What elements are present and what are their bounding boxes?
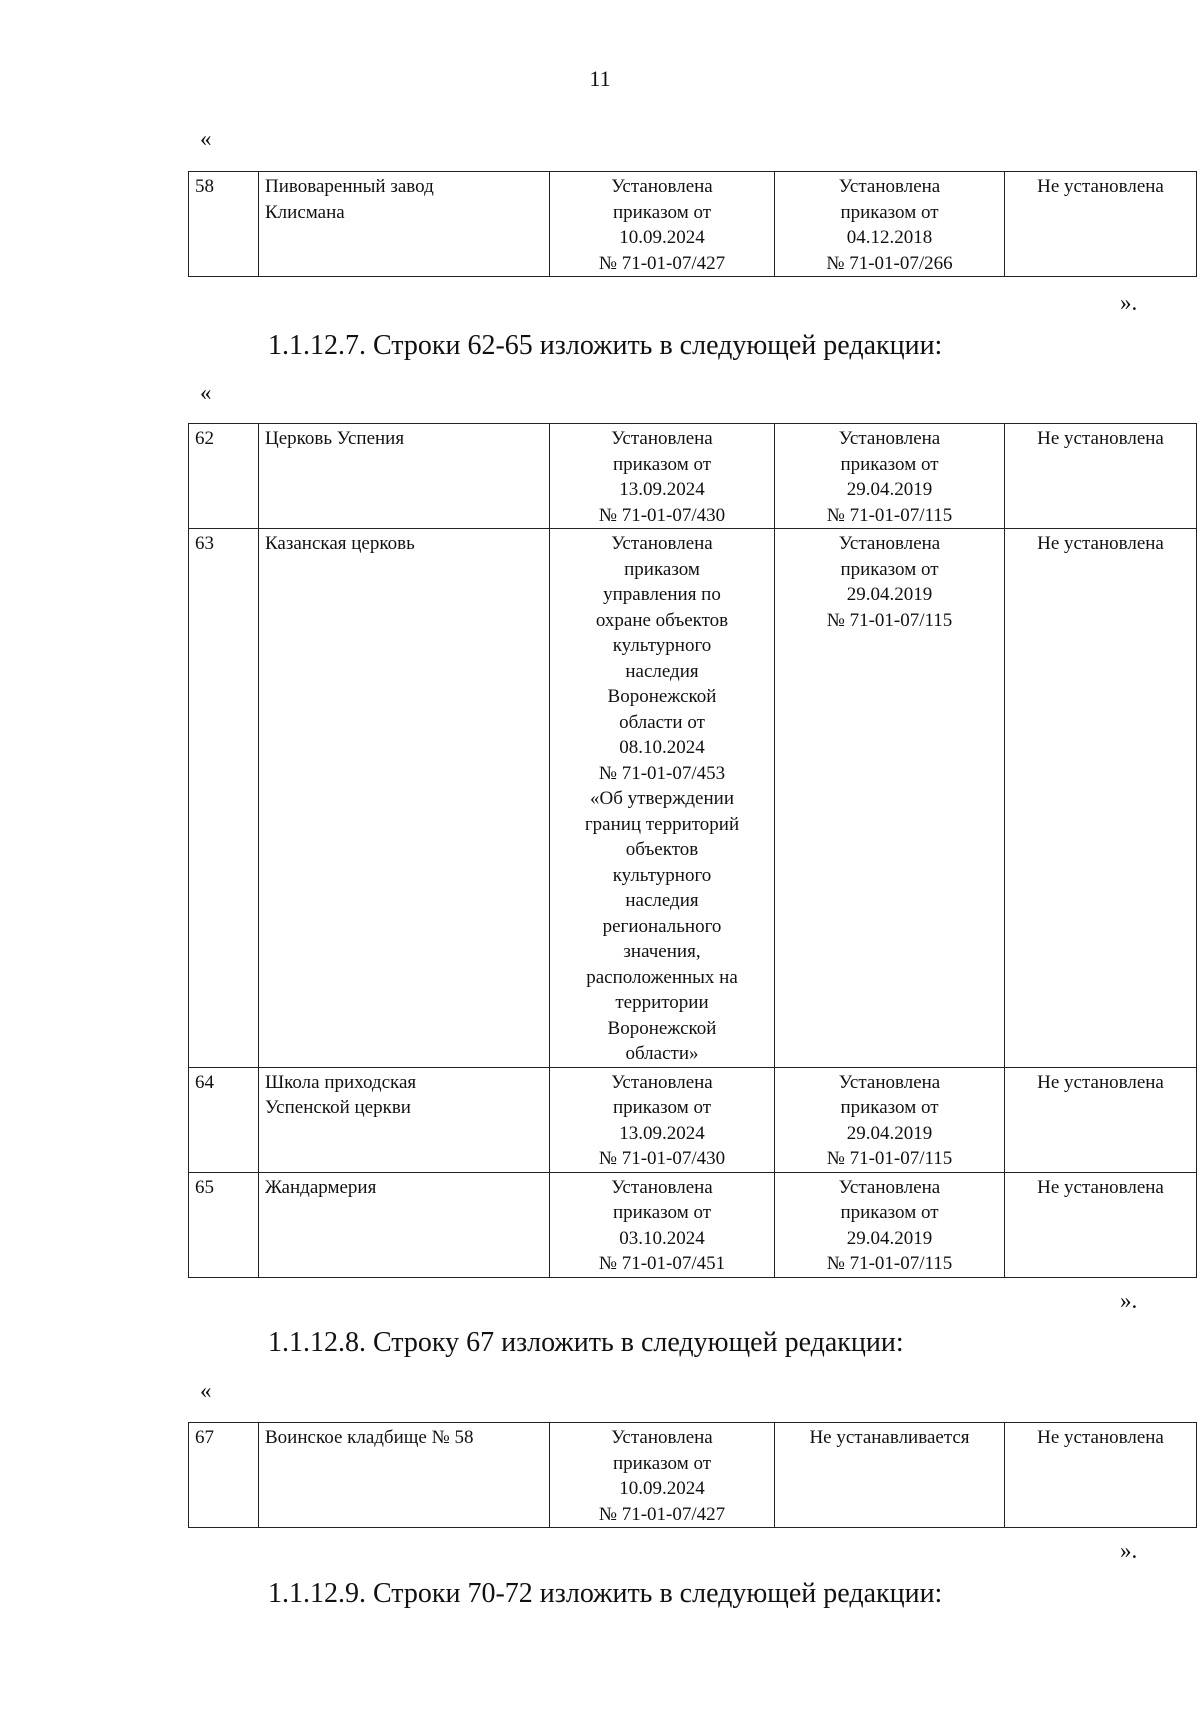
cell-line: 08.10.2024	[619, 737, 705, 758]
cell-protection-zones	[775, 529, 1005, 1068]
cell-line: Казанская церковь	[265, 533, 415, 554]
table-row	[189, 529, 1197, 1068]
cell-other-zones	[1005, 529, 1197, 1068]
cell-territory-boundary	[550, 424, 775, 529]
cell-line: Жандармерия	[265, 1176, 377, 1198]
cell-line: управления по	[603, 584, 721, 605]
cell-row-number: 62	[189, 424, 259, 529]
table-row	[189, 1172, 1197, 1277]
cell-line: приказом от	[612, 1202, 712, 1223]
cell-line: приказом от	[840, 558, 939, 580]
open-quote: «	[200, 1378, 212, 1403]
cell-line: Не установлена	[1037, 176, 1164, 197]
cell-territory-boundary	[550, 1067, 775, 1172]
cell-other-zones	[1005, 172, 1197, 277]
cell-line: объектов	[625, 839, 699, 860]
table-row-58	[188, 171, 1197, 277]
cell-line: № 71-01-07/430	[598, 1148, 726, 1169]
cell-line: приказом от	[612, 201, 712, 223]
cell-line: области»	[625, 1043, 699, 1064]
cell-line: № 71-01-07/115	[826, 1148, 953, 1169]
cell-other-zones	[1005, 1067, 1197, 1172]
table-row	[189, 1423, 1197, 1528]
cell-object-name	[259, 529, 550, 1068]
cell-territory-boundary	[550, 172, 775, 277]
cell-object-name	[259, 424, 550, 529]
cell-line: культурного	[612, 864, 712, 886]
cell-line: приказом от	[840, 453, 939, 475]
cell-line: 03.10.2024	[619, 1227, 705, 1249]
cell-line: Церковь Успения	[265, 428, 405, 449]
cell-territory-boundary	[550, 1172, 775, 1277]
cell-territory-boundary	[550, 1423, 775, 1528]
cell-row-number: 63	[189, 529, 259, 1068]
cell-line: № 71-01-07/115	[826, 609, 953, 631]
cell-line: Установлена	[838, 1176, 941, 1198]
cell-line: приказом от	[840, 201, 939, 223]
cell-line: Установлена	[611, 1427, 713, 1448]
cell-line: Установлена	[611, 1071, 713, 1093]
cell-line: 13.09.2024	[619, 479, 705, 500]
cell-row-number: 65	[189, 1172, 259, 1277]
table-rows-62-65	[188, 423, 1197, 1278]
cell-line: наследия	[625, 890, 699, 911]
cell-row-number: 64	[189, 1067, 259, 1172]
cell-line: Установлена	[838, 176, 941, 197]
cell-protection-zones	[775, 1423, 1005, 1528]
cell-row-number: 58	[189, 172, 259, 277]
cell-line: № 71-01-07/115	[826, 504, 953, 526]
cell-line: Успенской церкви	[265, 1097, 411, 1118]
cell-line: № 71-01-07/453	[598, 762, 726, 784]
cell-line: Школа приходская	[265, 1071, 417, 1093]
cell-line: приказом от	[840, 1097, 939, 1118]
cell-line: границ территорий	[584, 813, 740, 835]
cell-line: Не установлена	[1037, 1176, 1164, 1198]
cell-line: Не установлена	[1037, 533, 1164, 554]
table-row	[189, 424, 1197, 529]
cell-line: Установлена	[611, 533, 713, 554]
cell-line: 29.04.2019	[846, 1122, 933, 1144]
cell-line: 10.09.2024	[619, 1478, 705, 1499]
cell-protection-zones	[775, 172, 1005, 277]
cell-line: Не устанавливается	[809, 1427, 970, 1448]
cell-row-number: 67	[189, 1423, 259, 1528]
cell-line: области от	[619, 711, 705, 733]
cell-other-zones	[1005, 1423, 1197, 1528]
cell-line: 29.04.2019	[846, 584, 933, 605]
cell-line: приказом	[624, 558, 700, 580]
cell-line: Клисмана	[265, 201, 345, 223]
cell-protection-zones	[775, 1067, 1005, 1172]
cell-line: Не установлена	[1037, 1427, 1164, 1448]
cell-line: № 71-01-07/451	[598, 1253, 726, 1274]
cell-line: расположенных на	[586, 966, 738, 988]
cell-line: № 71-01-07/430	[598, 504, 726, 526]
cell-line: охране объектов	[595, 609, 729, 631]
close-quote: ».	[1120, 290, 1138, 315]
cell-line: Пивоваренный завод	[265, 176, 434, 197]
cell-line: приказом от	[612, 453, 712, 475]
cell-line: № 71-01-07/266	[826, 252, 953, 274]
cell-line: Установлена	[838, 1071, 941, 1093]
cell-line: значения,	[623, 941, 701, 962]
cell-line: Установлена	[838, 533, 941, 554]
section-heading-1-1-12-7: 1.1.12.7. Строки 62-65 изложить в следующей редакции:	[268, 330, 943, 361]
cell-line: № 71-01-07/115	[826, 1253, 953, 1274]
cell-line: приказом от	[612, 1452, 712, 1474]
cell-line: 10.09.2024	[619, 227, 705, 248]
cell-other-zones	[1005, 424, 1197, 529]
table-row	[189, 172, 1197, 277]
close-quote: ».	[1120, 1538, 1138, 1563]
section-heading-1-1-12-9: 1.1.12.9. Строки 70-72 изложить в следующей редакции:	[268, 1578, 943, 1609]
cell-line: № 71-01-07/427	[598, 1503, 726, 1525]
cell-line: 04.12.2018	[846, 227, 933, 248]
cell-line: Не установлена	[1037, 1071, 1164, 1093]
table-row	[189, 1067, 1197, 1172]
close-quote: ».	[1120, 1288, 1138, 1313]
cell-line: территории	[615, 992, 709, 1013]
cell-line: регионального	[602, 915, 722, 937]
cell-other-zones	[1005, 1172, 1197, 1277]
cell-object-name	[259, 172, 550, 277]
cell-line: «Об утверждении	[590, 788, 734, 809]
cell-line: Не установлена	[1037, 428, 1164, 449]
cell-line: 13.09.2024	[619, 1122, 705, 1144]
cell-line: Установлена	[838, 428, 941, 449]
cell-line: Воронежской	[607, 1017, 717, 1039]
open-quote: «	[200, 126, 212, 151]
table-row-67	[188, 1422, 1197, 1528]
cell-line: Установлена	[611, 176, 713, 197]
cell-line: Воинское кладбище № 58	[265, 1427, 474, 1448]
cell-line: приказом от	[612, 1097, 712, 1118]
cell-line: Установлена	[611, 1176, 713, 1198]
section-heading-1-1-12-8: 1.1.12.8. Строку 67 изложить в следующей редакции:	[268, 1327, 904, 1358]
cell-protection-zones	[775, 424, 1005, 529]
page-number: 11	[589, 66, 611, 91]
cell-object-name	[259, 1172, 550, 1277]
cell-line: Воронежской	[607, 686, 717, 707]
open-quote: «	[200, 380, 212, 405]
cell-line: приказом от	[840, 1202, 939, 1223]
cell-object-name	[259, 1423, 550, 1528]
cell-line: 29.04.2019	[846, 479, 933, 500]
cell-line: Установлена	[611, 428, 713, 449]
cell-line: № 71-01-07/427	[598, 252, 726, 274]
cell-territory-boundary	[550, 529, 775, 1068]
cell-line: наследия	[625, 660, 699, 682]
cell-object-name	[259, 1067, 550, 1172]
cell-protection-zones	[775, 1172, 1005, 1277]
cell-line: культурного	[612, 635, 712, 656]
cell-line: 29.04.2019	[846, 1227, 933, 1249]
